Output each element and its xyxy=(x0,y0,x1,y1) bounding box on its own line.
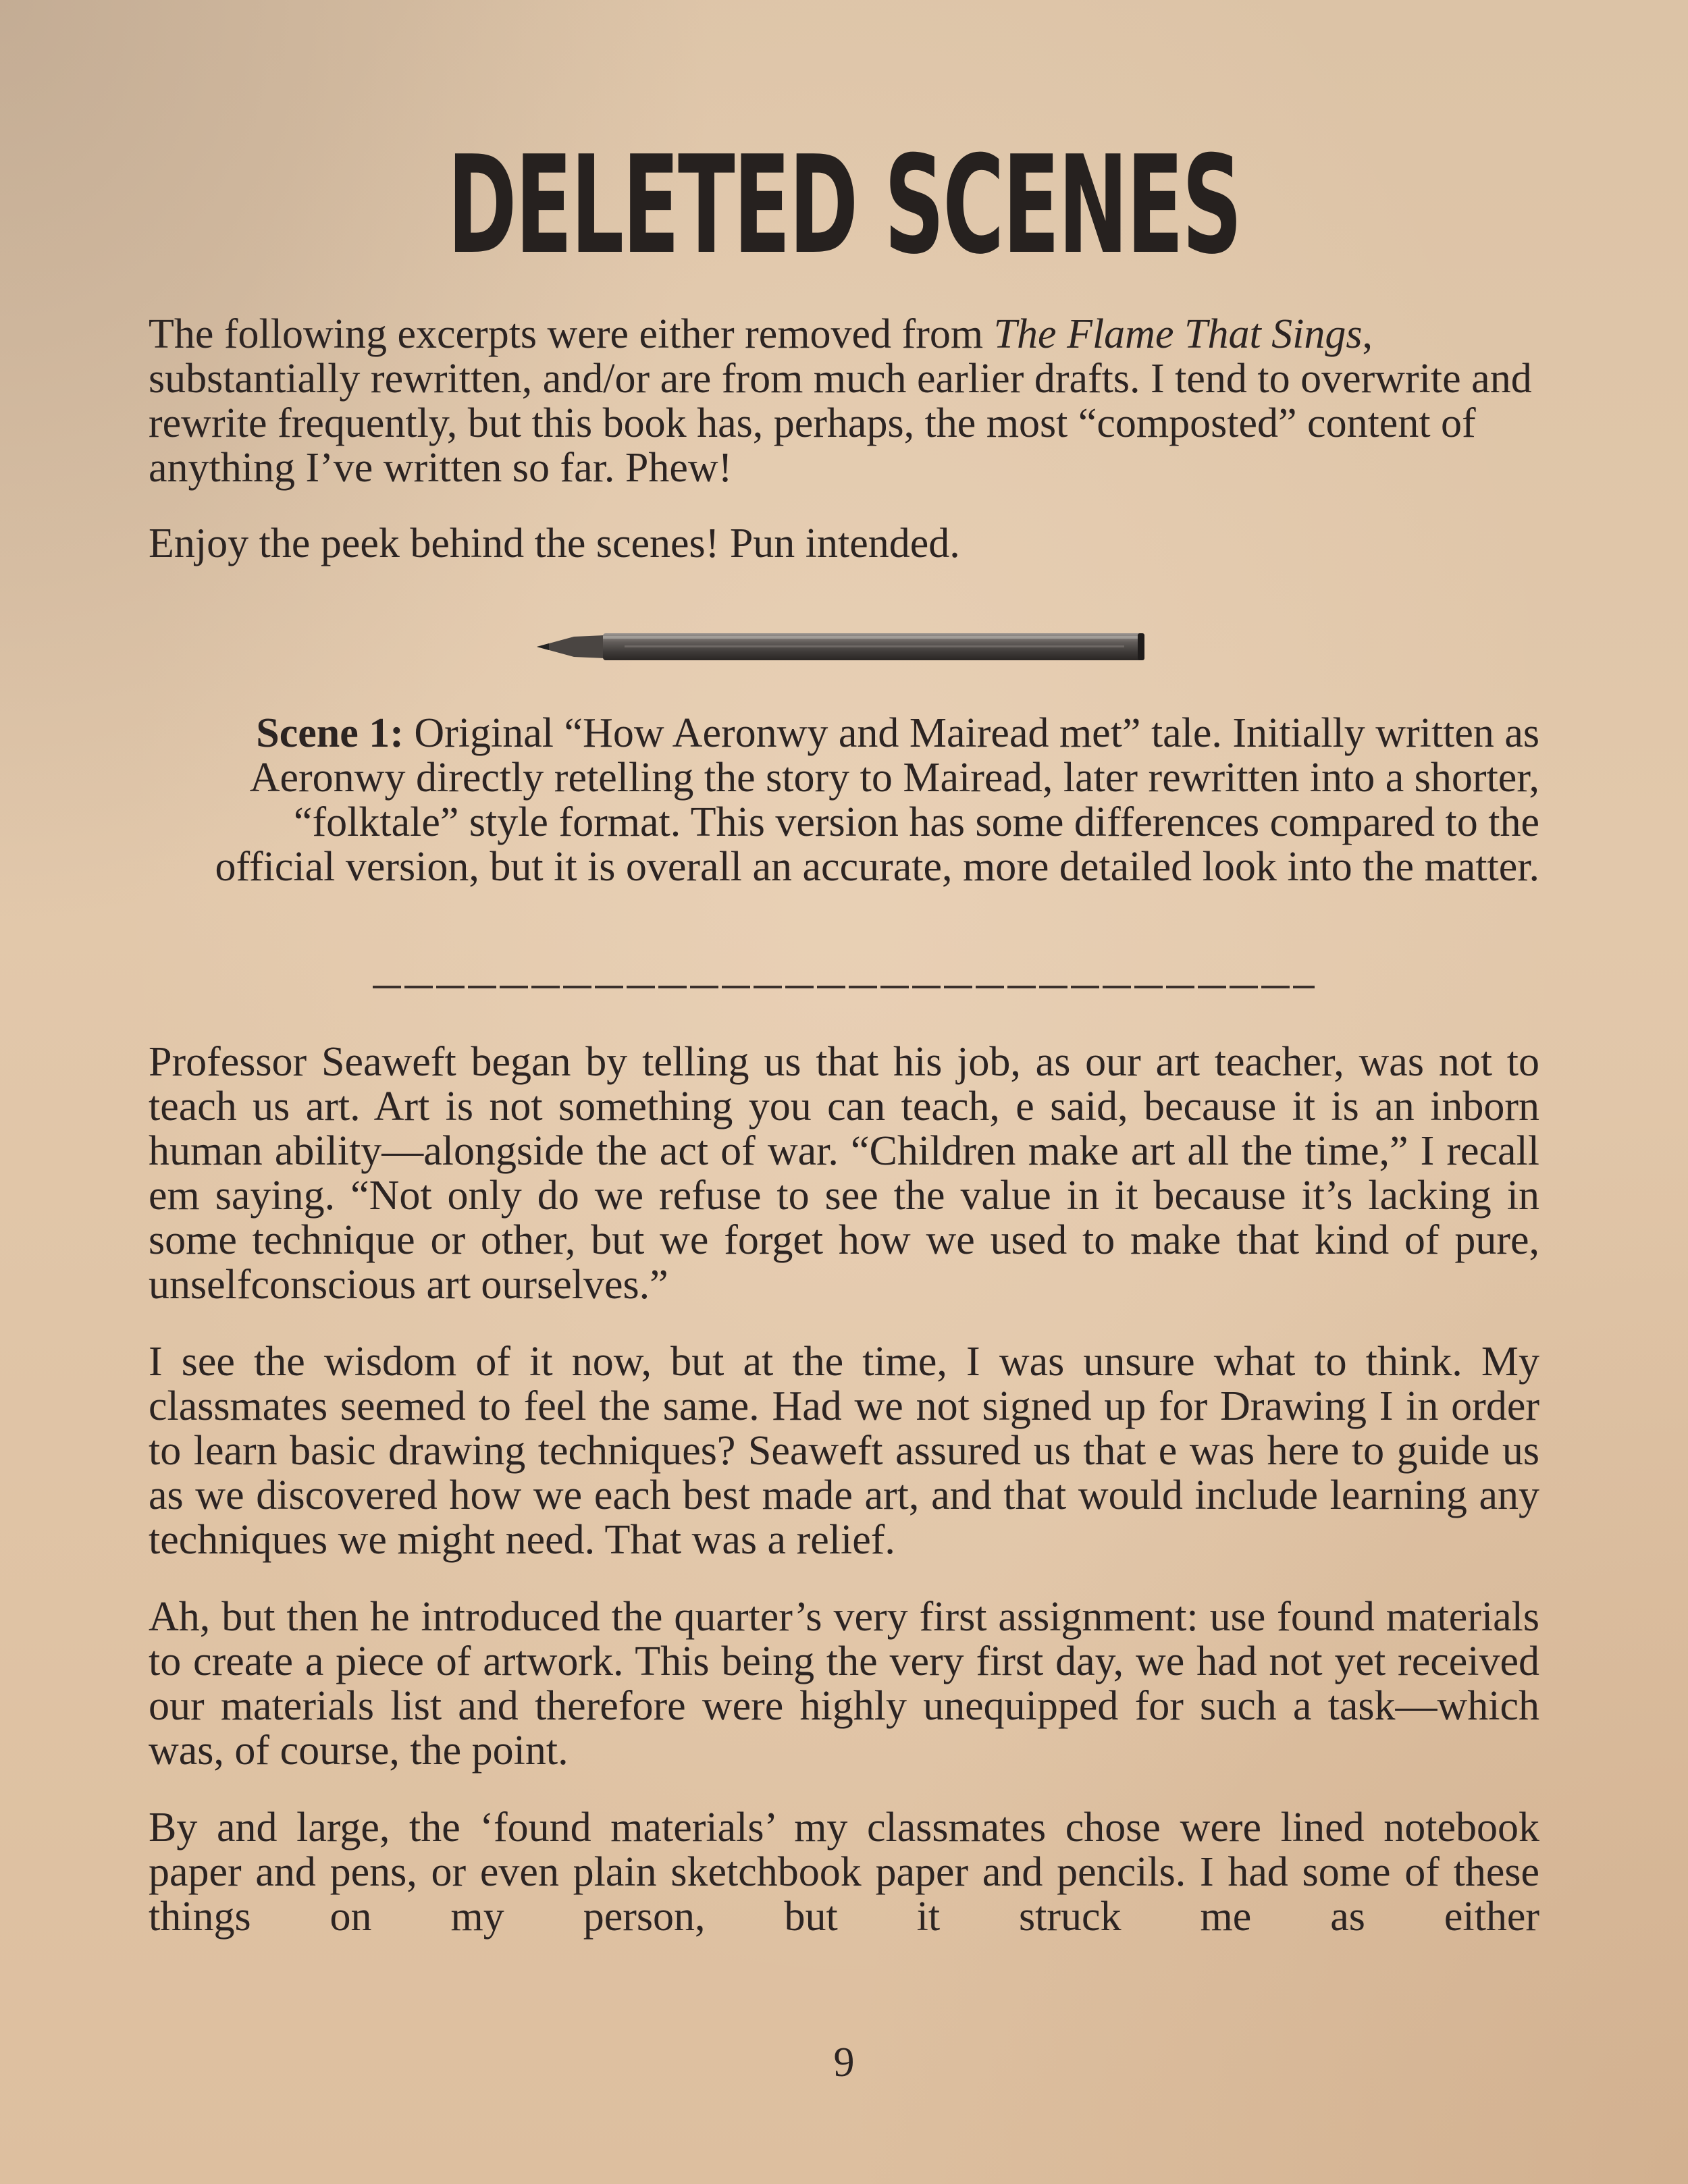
book-title: The Flame That Sings xyxy=(993,311,1363,357)
intro-paragraph xyxy=(149,312,1539,490)
section-divider xyxy=(373,986,1315,988)
enjoy-paragraph: Enjoy the peek behind the scenes! Pun intended. xyxy=(149,521,960,566)
story-paragraph-4: By and large, the ‘found materials’ my classmates chose were lined notebook paper and pens, or even plain sketchbook paper and pencils. I had some of these things on my person, but it struck me as either xyxy=(149,1805,1539,1940)
intro-text-start: The following excerpts were either removed from xyxy=(149,311,994,357)
intro-text-end: , substantially rewritten, and/or are from much earlier drafts. I tend to overwrite and rewrite frequently, but this book has, perhaps, the most “composted” content of anything I’ve written so far. Phew! xyxy=(149,311,1532,491)
story-section xyxy=(149,1040,1539,1971)
pencil-icon xyxy=(537,627,1148,667)
story-paragraph-3: Ah, but then he introduced the quarter’s very first assignment: use found materials to create a piece of artwork. This being the very first day, we had not yet received our materials list and therefore were highly unequipped for such a task—which was, of course, the point. xyxy=(149,1594,1539,1774)
story-paragraph-2: I see the wisdom of it now, but at the time, I was unsure what to think. My classmates seemed to feel the same. Had we not signed up for Drawing I in order to learn basic drawing techniques? Seaweft assured us that e was here to guide us as we discovered how we each best made art, and that would include learning any techniques we might need. That was a relief. xyxy=(149,1339,1539,1563)
scene-label: Scene 1: xyxy=(256,710,404,756)
scene-note xyxy=(176,711,1539,889)
story-paragraph-1: Professor Seaweft began by telling us that his job, as our art teacher, was not to teach us art. Art is not something you can teach, e said, because it is an inborn human ability—alongside the act of war. “Children make art all the time,” I recall em saying. “Not only do we refuse to see the value in it because it’s lacking in some technique or other, but we forget how we used to make that kind of pure, unselfconscious art ourselves.” xyxy=(149,1039,1539,1308)
intro-section xyxy=(149,312,1539,523)
scene-description: Original “How Aeronwy and Mairead met” tale. Initially written as Aeronwy directly retelling the story to Mairead, later rewritten into a shorter, “folktale” style format. This version has some differences compared to the official version, but it is overall an accurate, more detailed look into the matter. xyxy=(215,710,1539,890)
enjoy-section xyxy=(149,521,1539,598)
page-number: 9 xyxy=(833,2040,855,2085)
page-title: DELETED SCENES xyxy=(447,127,1241,284)
